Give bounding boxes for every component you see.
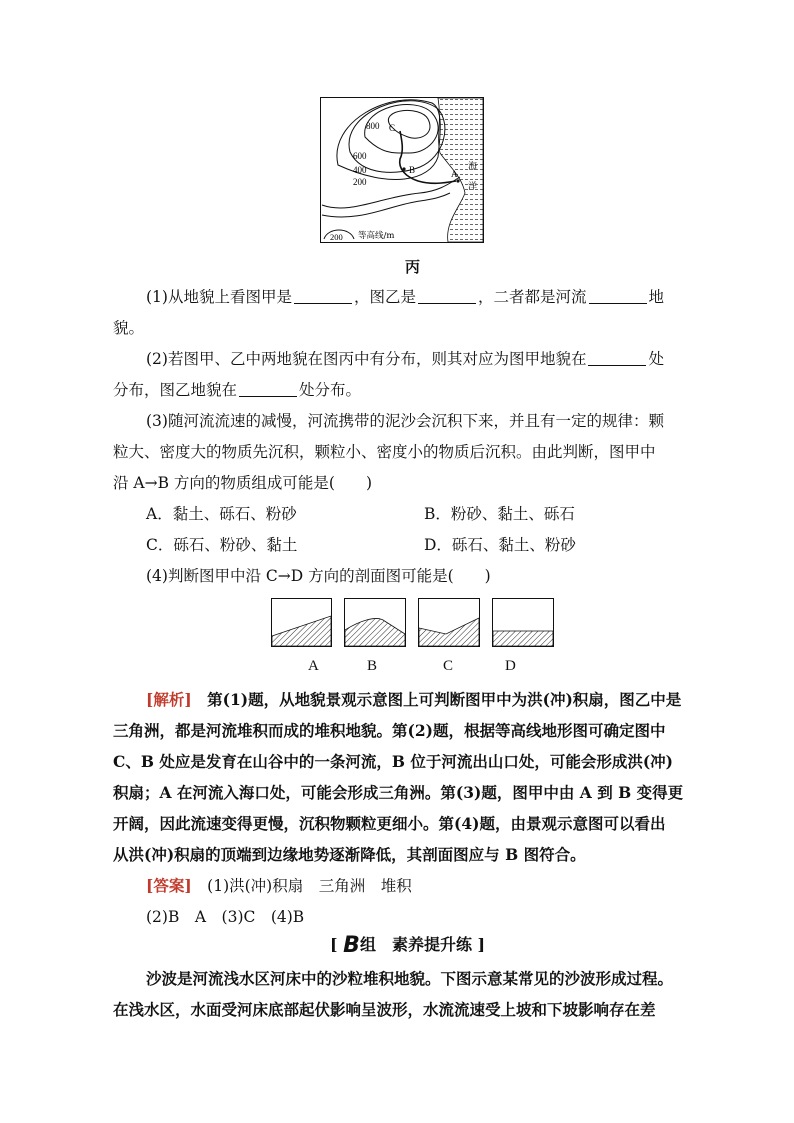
point-label-a: A	[451, 169, 458, 179]
sea-label-1: 海	[468, 162, 478, 172]
contour-label-400: 400	[353, 165, 367, 175]
figure-caption: 丙	[405, 258, 421, 276]
profile-b	[345, 599, 406, 647]
question-1-line-1: (1)从地貌上看图甲是 ，图乙是 ，二者都是河流 地	[146, 288, 665, 306]
analysis-line-5: 开阔，因此流速变得更慢，沉积物颗粒更细小。第(4)题，由景观示意图可以看出	[113, 814, 666, 833]
contour-label-600: 600	[353, 151, 367, 161]
profile-label-c[interactable]: C	[443, 658, 454, 674]
group-letter: B	[343, 933, 360, 958]
option-d[interactable]: D．砾石、黏土、粉砂	[424, 536, 576, 554]
analysis-line-6: 从洪(冲)积扇的顶端到边缘地势逐渐降低，其剖面图应与 B 图符合。	[113, 845, 586, 864]
passage-line-1: 沙波是河流浅水区河床中的沙粒堆积地貌。下图示意某常见的沙波形成过程。	[146, 969, 674, 988]
point-a-marker	[456, 179, 459, 182]
question-1-line-2: 貌。	[113, 319, 145, 337]
profile-label-a[interactable]: A	[308, 658, 319, 674]
analysis-line-1: [解析] 第(1)题，从地貌景观示意图上可判断图甲中为洪(冲)积扇，图乙中是	[146, 690, 682, 709]
analysis-line-2: 三角洲，都是河流堆积而成的堆积地貌。第(2)题，根据等高线地形图可确定图中	[113, 721, 666, 740]
question-3-line-1: (3)随河流流速的减慢，河流携带的泥沙会沉积下来，并且有一定的规律：颗	[146, 412, 664, 430]
analysis-tag: [解析]	[146, 690, 192, 709]
answer-blank[interactable]	[239, 382, 297, 397]
analysis-line-4: 积扇；A 在河流入海口处，可能会形成三角洲。第(3)题，图甲中由 A 到 B 变得更	[113, 783, 684, 802]
contour-label-200: 200	[353, 177, 367, 187]
answer-line-1: [答案] (1)洪(冲)积扇 三角洲 堆积	[146, 876, 412, 895]
profile-c	[419, 599, 480, 647]
option-a[interactable]: A．黏土、砾石、粉砂	[146, 505, 297, 523]
answer-line-2: (2)B A (3)C (4)B	[146, 908, 305, 926]
question-4-line: (4)判断图甲中沿 C→D 方向的剖面图可能是( )	[146, 567, 491, 585]
analysis-line-3: C、B 处应是发育在山谷中的一条河流，B 位于河流出山口处，可能会形成洪(冲)	[113, 752, 674, 771]
question-2-line-1: (2)若图甲、乙中两地貌在图丙中有分布，则其对应为图甲地貌在 处	[146, 350, 664, 368]
point-b-marker	[402, 167, 405, 170]
answer-blank[interactable]	[418, 289, 476, 304]
legend-value: 200	[330, 232, 343, 242]
section-heading: [ B组 素养提升练 ]	[330, 933, 486, 958]
question-3-line-3: 沿 A→B 方向的物质组成可能是( )	[113, 474, 373, 492]
option-c[interactable]: C．砾石、粉砂、黏土	[146, 536, 298, 554]
contour-label-800: 800	[366, 121, 380, 131]
passage-line-2: 在浅水区，水面受河床底部起伏影响呈波形，水流流速受上坡和下坡影响存在差	[113, 1000, 656, 1019]
profile-label-b[interactable]: B	[367, 658, 378, 674]
contour-map-figure	[320, 97, 484, 243]
profile-d	[493, 599, 554, 647]
point-label-c: C	[389, 123, 396, 133]
answer-blank[interactable]	[589, 289, 647, 304]
question-2-line-2: 分布，图乙地貌在 处分布。	[113, 381, 362, 399]
option-b[interactable]: B．粉砂、黏土、砾石	[424, 505, 575, 523]
point-label-b: B	[409, 165, 416, 175]
profile-a	[272, 599, 332, 647]
answer-tag: [答案]	[146, 876, 192, 895]
cross-section-profiles	[271, 598, 556, 650]
legend-text: 等高线/m	[358, 231, 395, 241]
question-3-line-2: 粒大、密度大的物质先沉积，颗粒小、密度小的物质后沉积。由此判断，图甲中	[113, 443, 656, 461]
answer-blank[interactable]	[588, 351, 646, 366]
profile-label-d[interactable]: D	[505, 658, 516, 674]
answer-blank[interactable]	[294, 289, 352, 304]
sea-label-2: 洋	[468, 182, 478, 192]
